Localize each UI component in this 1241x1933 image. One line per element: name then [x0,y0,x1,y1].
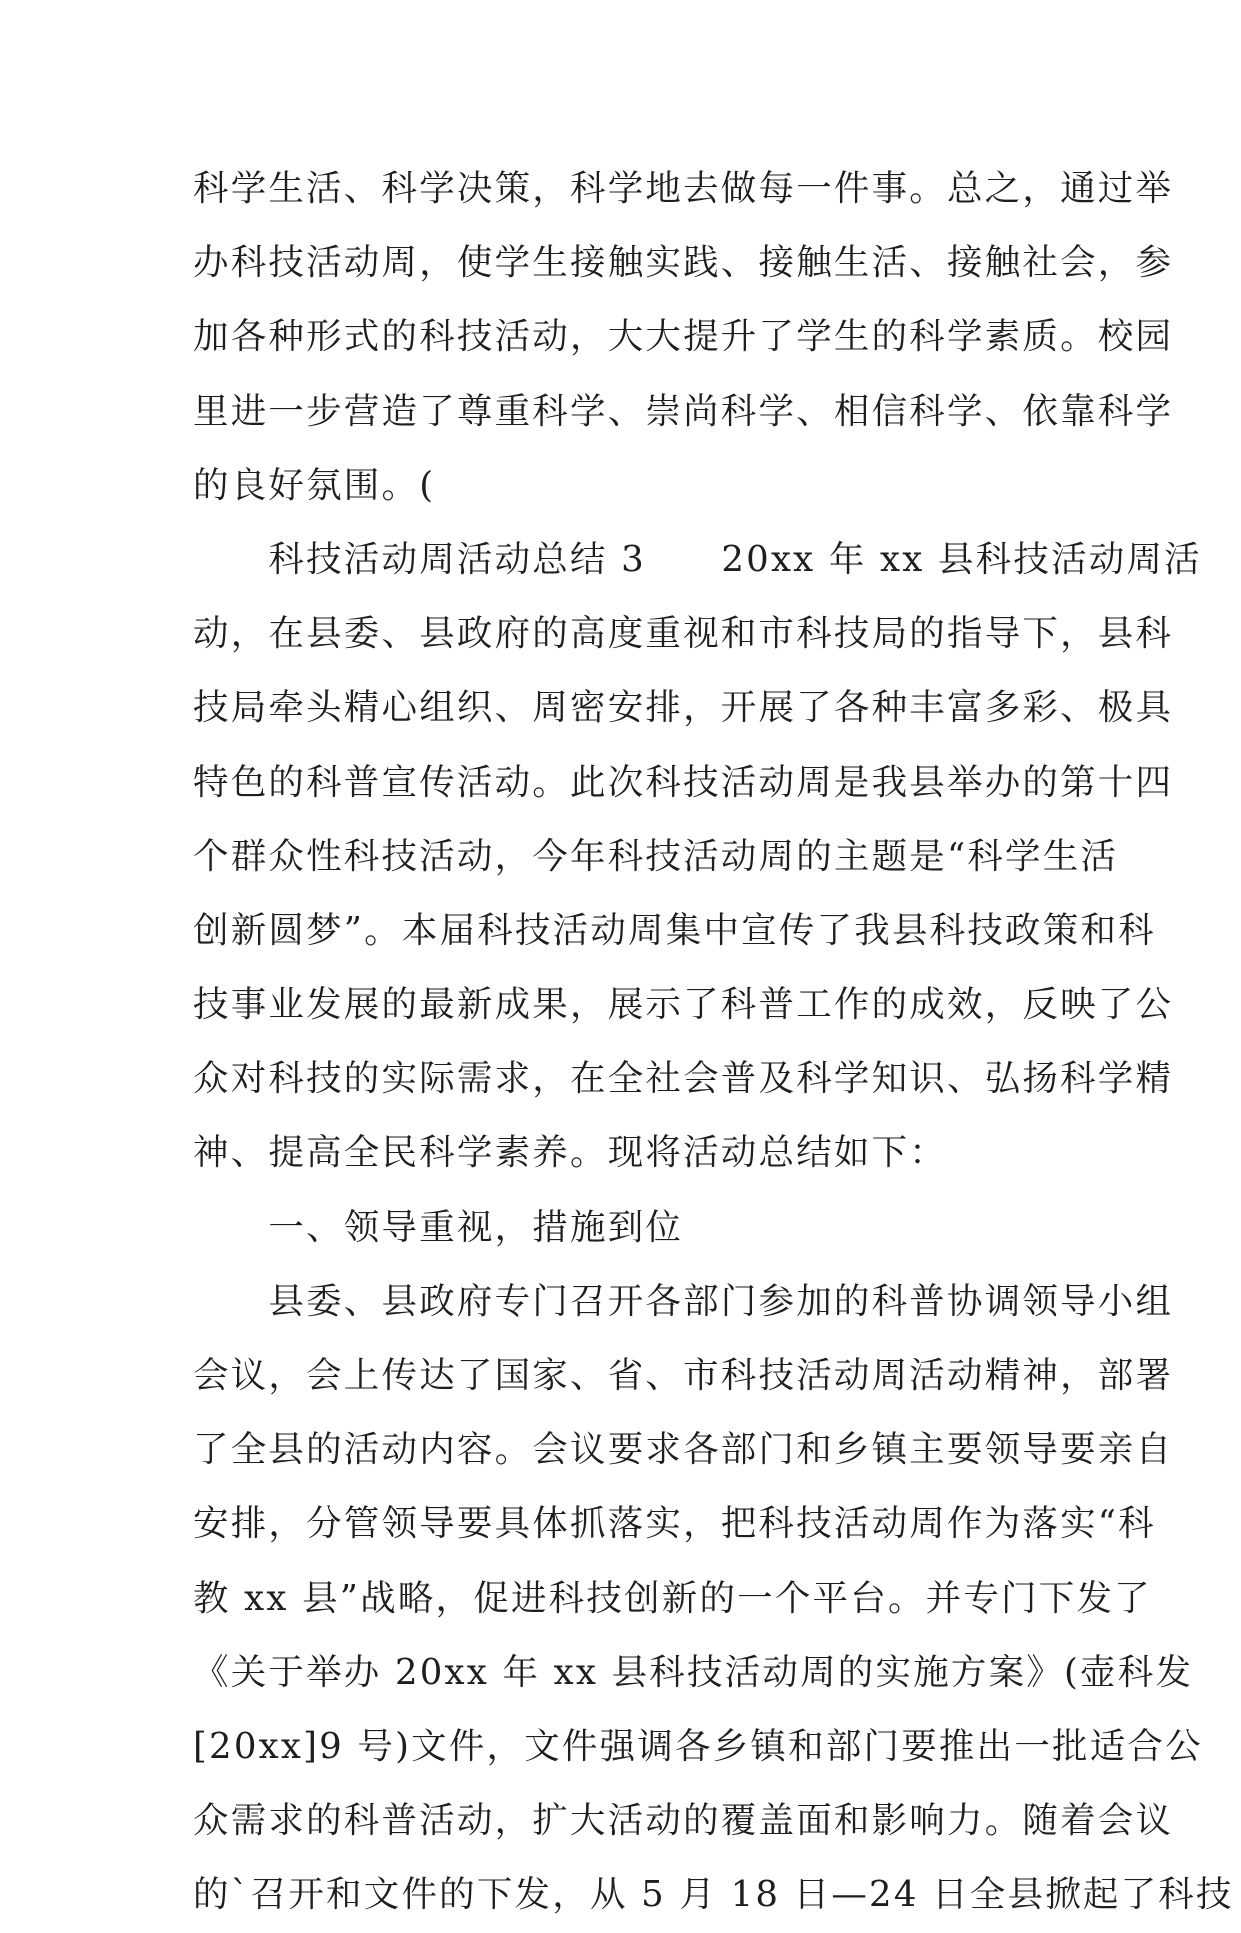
text-line: 会议，会上传达了国家、省、市科技活动周活动精神，部署 [193,1355,1174,1396]
text-line: 加各种形式的科技活动，大大提升了学生的科学素质。校园 [193,316,1174,358]
text-line: 安排，分管领导要具体抓落实，把科技活动周作为落实“科 [193,1503,1156,1545]
text-line: 众对科技的实际需求，在全社会普及科学知识、弘扬科学精 [193,1058,1174,1100]
text-line: 众需求的科普活动，扩大活动的覆盖面和影响力。随着会议 [193,1800,1174,1842]
text-line: 的`召开和文件的下发，从 5 月 18 日—24 日全县掀起了科技 [193,1874,1234,1916]
text-line: 个群众性科技活动，今年科技活动周的主题是“科学生活 [193,835,1119,877]
text-line: 动，在县委、县政府的高度重视和市科技局的指导下，县科 [193,613,1174,655]
text-line: 办科技活动周，使学生接触实践、接触生活、接触社会，参 [193,242,1174,284]
text-line: 的良好氛围。( [193,464,436,506]
text-line: 创新圆梦”。本届科技活动周集中宣传了我县科技政策和科 [193,909,1156,951]
document-body [193,152,1234,1933]
text-line: 科学生活、科学决策，科学地去做每一件事。总之，通过举 [193,168,1174,209]
text-line: 教 xx 县”战略，促进科技创新的一个平台。并专门下发了 [193,1577,1152,1619]
text-line: 县委、县政府专门召开各部门参加的科普协调领导小组 [193,1280,1174,1322]
text-line: 了全县的活动内容。会议要求各部门和乡镇主要领导要亲自 [193,1429,1174,1471]
subheading-line: 一、领导重视，措施到位 [193,1206,684,1248]
text-line: 《关于举办 20xx 年 xx 县科技活动周的实施方案》(壶科发 [193,1651,1194,1693]
text-line: [20xx]9 号)文件，文件强调各乡镇和部门要推出一批适合公 [193,1725,1203,1767]
text-line: 里进一步营造了尊重科学、崇尚科学、相信科学、依靠科学 [193,390,1174,432]
text-line: 技事业发展的最新成果，展示了科普工作的成效，反映了公 [193,984,1174,1026]
text-line: 特色的科普宣传活动。此次科技活动周是我县举办的第十四 [193,761,1174,803]
text-line: 技局牵头精心组织、周密安排，开展了各种丰富多彩、极具 [193,687,1174,729]
text-line: 神、提高全民科学素养。现将活动总结如下： [193,1132,948,1174]
section-heading-line: 科技活动周活动总结 3 20xx 年 xx 县科技活动周活 [193,538,1202,580]
